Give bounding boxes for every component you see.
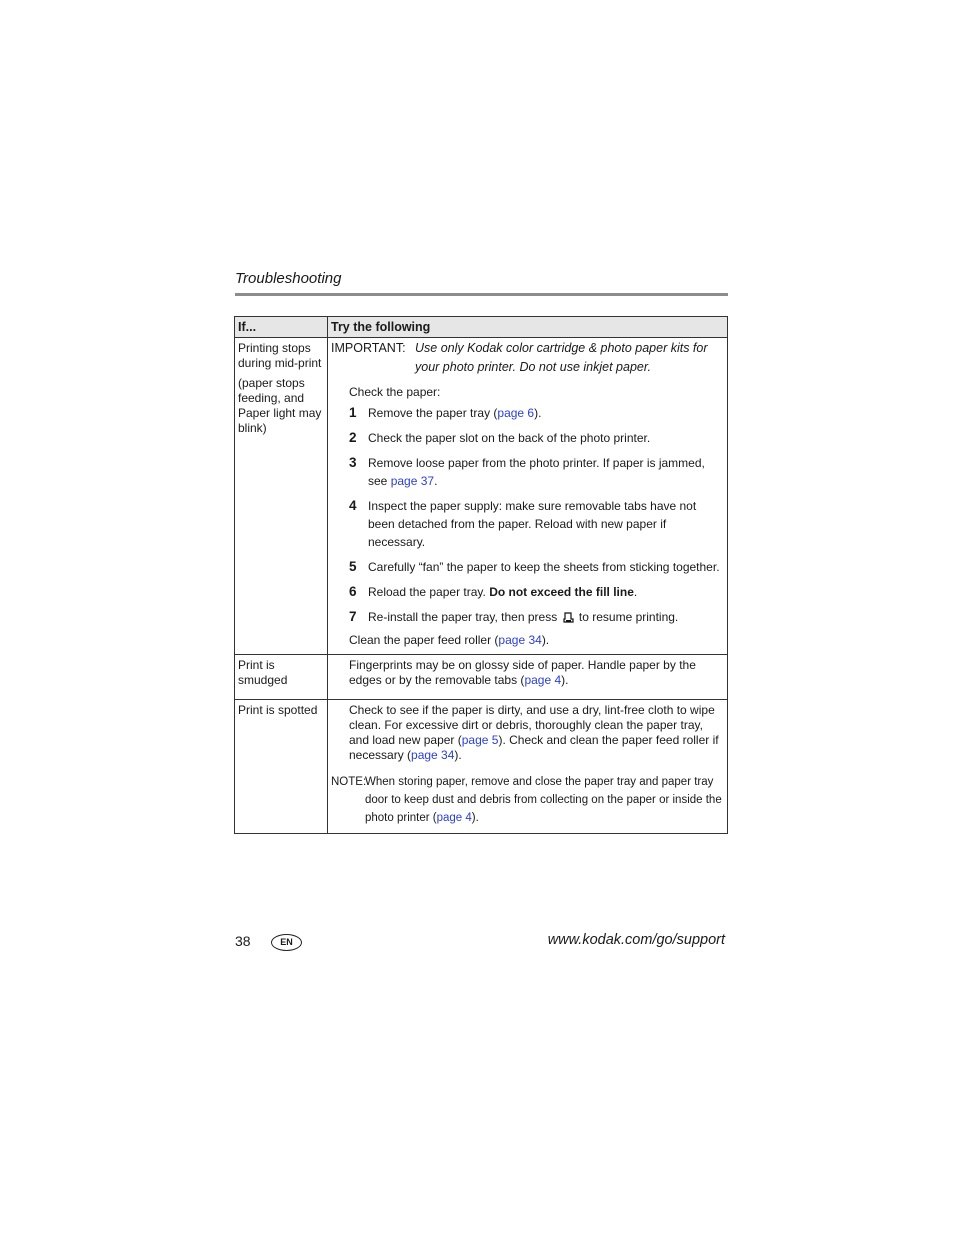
solution-text-part: ). Check and clean the paper feed roller if necessary ( [349,733,719,762]
list-item [349,558,724,576]
table-row [235,700,728,834]
step-number: 6 [349,584,357,599]
solution-text-part: ). [561,673,569,687]
step-text-part: Remove loose paper from the photo printer. If paper is jammed, see [368,456,705,488]
step-text [368,583,724,601]
clean-text-part: ). [541,633,550,647]
steps-list [349,404,724,626]
step-text-part: Reload the paper tray. [368,585,490,599]
solution-text [349,703,724,763]
step-text-part: . [633,585,638,599]
solution-text-part: Check to see if the paper is dirty, and use a dry, lint-free cloth to wipe clean. For excessive dirt or debris, thoroughly clean the paper tray, and load new paper ( [349,703,715,747]
solution-text-part: Fingerprints may be on glossy side of paper. Handle paper by the edges or by the removable tabs ( [349,658,696,687]
solution-text-part: ). [454,748,462,762]
storage-note [331,773,724,827]
step-number: 3 [349,455,357,470]
page-link[interactable]: page 5 [461,733,499,747]
note-label: NOTE: [331,776,367,788]
step-text-part: ). [534,406,542,420]
page-link[interactable]: page 34 [411,748,455,762]
page-link[interactable]: page 4 [436,812,472,824]
fill-line-warning: Do not exceed the fill line [489,585,634,599]
condition-detail: (paper stops feeding, and Paper light may blink) [238,376,322,435]
list-item [349,608,724,626]
condition-text: Print is spotted [238,703,318,717]
note-text-part: ). [471,812,479,824]
language-badge: EN [271,934,302,951]
column-header-if: If... [235,317,328,338]
list-item [349,429,724,447]
step-text: Inspect the paper supply: make sure removable tabs have not been detached from the paper. Reload with new paper if necessary. [368,499,697,549]
step-text-part: Re-install the paper tray, then press [368,610,561,624]
page-link[interactable]: page 6 [497,406,535,420]
section-title: Troubleshooting [235,270,342,287]
step-number: 5 [349,559,357,574]
important-label: IMPORTANT: [331,341,406,355]
clean-text-part: Clean the paper feed roller ( [349,633,499,647]
important-text: Use only Kodak color cartridge & photo paper kits for your photo printer. Do not use inkjet paper. [415,341,708,374]
page-number: 38 [235,933,251,949]
note-text-part: When storing paper, remove and close the paper tray and paper tray door to keep dust and debris from collecting on the paper or inside the photo printer ( [365,776,722,824]
section-divider [235,293,728,296]
table-row [235,655,728,700]
solution-cell [328,655,728,700]
page-link[interactable]: page 37 [390,474,435,488]
step-number: 7 [349,609,357,624]
step-text: Carefully “fan” the paper to keep the sheets from sticking together. [368,560,720,574]
condition-cell [235,655,328,700]
step-number: 1 [349,405,357,420]
support-url[interactable]: www.kodak.com/go/support [547,932,725,948]
troubleshooting-table [234,316,728,834]
condition-cell [235,700,328,834]
page-link[interactable]: page 34 [498,633,542,647]
solution-cell [328,338,728,655]
step-text [368,608,724,626]
list-item [349,404,724,422]
print-button-icon [563,612,574,623]
step-text-part: to resume printing. [575,610,679,624]
step-number: 4 [349,498,357,513]
condition-text: Print is smudged [238,658,288,687]
solution-cell [328,700,728,834]
solution-text [349,658,724,688]
list-item [349,583,724,601]
condition-cell [235,338,328,655]
step-number: 2 [349,430,357,445]
list-item [349,454,724,490]
table-row [235,338,728,655]
step-text [368,454,724,490]
list-item [349,497,724,551]
note-text [365,773,724,827]
clean-roller-text [349,633,724,648]
step-text-part: . [434,474,438,488]
condition-text: Printing stops during mid-print [238,341,322,370]
step-text [368,404,724,422]
table-header-row [235,317,728,338]
step-text-part: Remove the paper tray ( [368,406,498,420]
check-paper-label: Check the paper: [349,385,441,399]
column-header-try: Try the following [328,317,728,338]
page-link[interactable]: page 4 [524,673,562,687]
important-notice [331,341,724,377]
step-text: Check the paper slot on the back of the photo printer. [368,431,651,445]
